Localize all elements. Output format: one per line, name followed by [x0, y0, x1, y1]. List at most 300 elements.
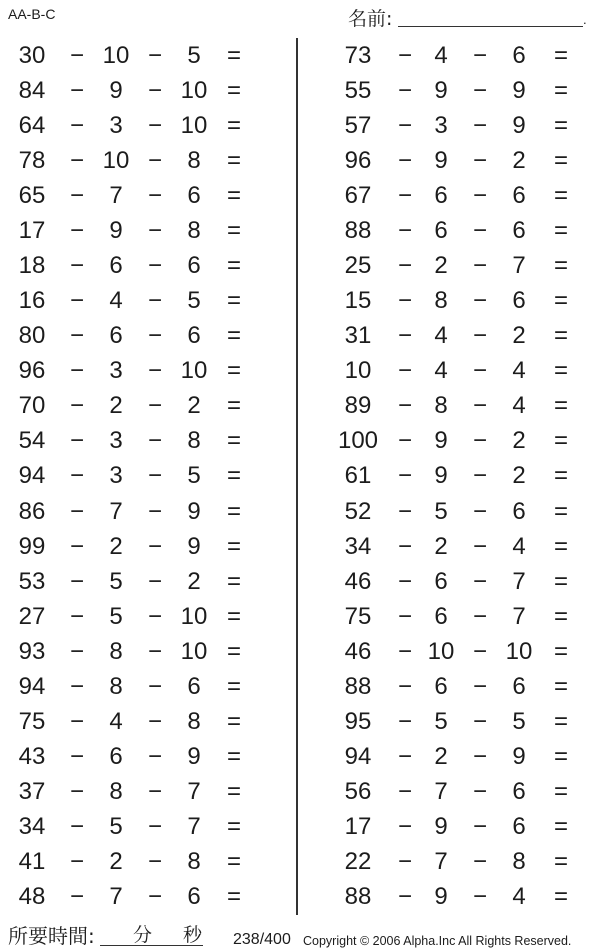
minus-sign: −	[472, 497, 487, 525]
second-number: 5	[109, 567, 123, 595]
equals-sign: =	[226, 427, 241, 455]
right-problem-row	[0, 634, 600, 669]
right-problem-row	[0, 143, 600, 178]
minus-sign: −	[147, 252, 162, 280]
second-number: 9	[109, 77, 123, 105]
second-number: 9	[434, 882, 448, 910]
first-number: 46	[344, 637, 372, 665]
second-number: 3	[109, 462, 123, 490]
third-number: 2	[512, 147, 526, 175]
minus-sign: −	[397, 147, 412, 175]
first-number: 86	[18, 497, 46, 525]
equals-sign: =	[553, 427, 568, 455]
second-number: 5	[434, 707, 448, 735]
name-label: 名前:	[348, 8, 393, 30]
minus-sign: −	[69, 742, 84, 770]
first-number: 30	[18, 42, 46, 69]
first-number: 37	[18, 777, 46, 805]
third-number: 8	[187, 147, 201, 175]
minus-sign: −	[472, 357, 487, 385]
minus-sign: −	[147, 742, 162, 770]
first-number: 18	[18, 252, 46, 280]
minus-sign: −	[472, 182, 487, 210]
minus-sign: −	[147, 532, 162, 560]
minus-sign: −	[397, 462, 412, 490]
second-number: 4	[434, 42, 448, 69]
second-number: 10	[102, 42, 130, 69]
equals-sign: =	[553, 462, 568, 490]
third-number: 5	[187, 42, 201, 69]
first-number: 75	[344, 602, 372, 630]
equals-sign: =	[553, 847, 568, 875]
first-number: 34	[344, 532, 372, 560]
name-line-end-mark: .	[583, 12, 587, 27]
first-number: 55	[344, 77, 372, 105]
right-problem-row	[0, 283, 600, 318]
minus-sign: −	[147, 462, 162, 490]
right-problem-row	[0, 529, 600, 564]
equals-sign: =	[553, 497, 568, 525]
second-number: 7	[109, 182, 123, 210]
name-blank-line	[398, 26, 583, 27]
equals-sign: =	[553, 707, 568, 735]
minus-sign: −	[69, 847, 84, 875]
second-number: 9	[434, 462, 448, 490]
equals-sign: =	[553, 322, 568, 350]
first-number: 57	[344, 112, 372, 140]
right-problem-row	[0, 213, 600, 248]
minus-sign: −	[472, 777, 487, 805]
minus-sign: −	[397, 252, 412, 280]
equals-sign: =	[553, 812, 568, 840]
first-number: 54	[18, 427, 46, 455]
copyright-notice: Copyright © 2006 Alpha.Inc All Rights Reserved.	[303, 934, 572, 948]
minus-sign: −	[472, 637, 487, 665]
second-number: 8	[434, 287, 448, 315]
minus-sign: −	[397, 497, 412, 525]
third-number: 6	[187, 882, 201, 910]
minus-sign: −	[69, 357, 84, 385]
second-number: 2	[109, 847, 123, 875]
second-number: 2	[434, 252, 448, 280]
minus-sign: −	[147, 217, 162, 245]
first-number: 10	[344, 357, 372, 385]
second-number: 6	[434, 182, 448, 210]
minus-sign: −	[397, 42, 412, 69]
third-number: 6	[512, 287, 526, 315]
second-number: 2	[434, 742, 448, 770]
minus-sign: −	[472, 252, 487, 280]
minus-sign: −	[69, 637, 84, 665]
equals-sign: =	[553, 147, 568, 175]
minus-sign: −	[397, 357, 412, 385]
equals-sign: =	[226, 392, 241, 420]
first-number: 94	[18, 462, 46, 490]
right-problem-row	[0, 108, 600, 143]
equals-sign: =	[226, 567, 241, 595]
equals-sign: =	[226, 532, 241, 560]
minus-sign: −	[147, 637, 162, 665]
third-number: 10	[505, 637, 533, 665]
first-number: 94	[344, 742, 372, 770]
third-number: 6	[512, 497, 526, 525]
second-number: 4	[109, 287, 123, 315]
minus-sign: −	[69, 532, 84, 560]
minus-sign: −	[397, 847, 412, 875]
first-number: 100	[337, 427, 379, 455]
equals-sign: =	[226, 287, 241, 315]
first-number: 73	[344, 42, 372, 69]
minus-sign: −	[147, 567, 162, 595]
third-number: 8	[187, 427, 201, 455]
equals-sign: =	[226, 812, 241, 840]
equals-sign: =	[226, 882, 241, 910]
minus-sign: −	[472, 812, 487, 840]
first-number: 48	[18, 882, 46, 910]
minus-sign: −	[472, 287, 487, 315]
first-number: 96	[344, 147, 372, 175]
equals-sign: =	[553, 672, 568, 700]
minus-sign: −	[472, 427, 487, 455]
right-problem-row	[0, 704, 600, 739]
minutes-unit-label: 分	[133, 924, 153, 946]
second-number: 8	[434, 392, 448, 420]
minus-sign: −	[472, 217, 487, 245]
second-number: 5	[109, 602, 123, 630]
first-number: 25	[344, 252, 372, 280]
third-number: 2	[512, 462, 526, 490]
third-number: 6	[512, 672, 526, 700]
minus-sign: −	[69, 112, 84, 140]
second-number: 9	[109, 217, 123, 245]
equals-sign: =	[226, 322, 241, 350]
right-problem-row	[0, 73, 600, 108]
second-number: 7	[109, 882, 123, 910]
second-number: 5	[434, 497, 448, 525]
minus-sign: −	[397, 217, 412, 245]
minus-sign: −	[397, 392, 412, 420]
equals-sign: =	[226, 497, 241, 525]
minus-sign: −	[397, 882, 412, 910]
minus-sign: −	[147, 707, 162, 735]
second-number: 7	[109, 497, 123, 525]
minus-sign: −	[472, 882, 487, 910]
equals-sign: =	[226, 707, 241, 735]
equals-sign: =	[226, 847, 241, 875]
first-number: 41	[18, 847, 46, 875]
minus-sign: −	[69, 147, 84, 175]
first-number: 88	[344, 672, 372, 700]
equals-sign: =	[553, 392, 568, 420]
third-number: 7	[512, 602, 526, 630]
first-number: 93	[18, 637, 46, 665]
second-number: 3	[109, 427, 123, 455]
equals-sign: =	[553, 112, 568, 140]
equals-sign: =	[226, 742, 241, 770]
minus-sign: −	[69, 322, 84, 350]
first-number: 46	[344, 567, 372, 595]
minus-sign: −	[397, 112, 412, 140]
first-number: 56	[344, 777, 372, 805]
first-number: 99	[18, 532, 46, 560]
second-number: 2	[109, 392, 123, 420]
minus-sign: −	[472, 42, 487, 69]
minus-sign: −	[397, 182, 412, 210]
minus-sign: −	[472, 847, 487, 875]
right-problem-column	[0, 38, 600, 915]
minus-sign: −	[472, 77, 487, 105]
first-number: 22	[344, 847, 372, 875]
first-number: 16	[18, 287, 46, 315]
third-number: 5	[187, 462, 201, 490]
minus-sign: −	[147, 147, 162, 175]
minus-sign: −	[472, 532, 487, 560]
minus-sign: −	[69, 42, 84, 69]
equals-sign: =	[553, 637, 568, 665]
second-number: 7	[434, 847, 448, 875]
minus-sign: −	[69, 672, 84, 700]
minus-sign: −	[147, 672, 162, 700]
minus-sign: −	[472, 322, 487, 350]
right-problem-row	[0, 774, 600, 809]
minus-sign: −	[147, 777, 162, 805]
third-number: 8	[512, 847, 526, 875]
minus-sign: −	[472, 742, 487, 770]
third-number: 8	[187, 847, 201, 875]
equals-sign: =	[226, 637, 241, 665]
third-number: 5	[512, 707, 526, 735]
minus-sign: −	[69, 567, 84, 595]
right-problem-row	[0, 38, 600, 73]
equals-sign: =	[226, 777, 241, 805]
third-number: 10	[180, 637, 208, 665]
right-problem-row	[0, 879, 600, 914]
equals-sign: =	[226, 462, 241, 490]
first-number: 94	[18, 672, 46, 700]
second-number: 6	[109, 742, 123, 770]
third-number: 2	[512, 427, 526, 455]
minus-sign: −	[397, 742, 412, 770]
right-problem-row	[0, 564, 600, 599]
minus-sign: −	[147, 182, 162, 210]
second-number: 4	[109, 707, 123, 735]
right-problem-row	[0, 353, 600, 388]
page-number: 238/400	[233, 931, 291, 948]
right-problem-row	[0, 458, 600, 493]
minus-sign: −	[69, 707, 84, 735]
second-number: 8	[109, 637, 123, 665]
minus-sign: −	[397, 77, 412, 105]
minus-sign: −	[397, 707, 412, 735]
minus-sign: −	[69, 252, 84, 280]
minus-sign: −	[472, 462, 487, 490]
third-number: 4	[512, 532, 526, 560]
first-number: 70	[18, 392, 46, 420]
first-number: 43	[18, 742, 46, 770]
minus-sign: −	[472, 392, 487, 420]
third-number: 6	[187, 672, 201, 700]
equals-sign: =	[226, 672, 241, 700]
first-number: 64	[18, 112, 46, 140]
equals-sign: =	[553, 252, 568, 280]
equals-sign: =	[226, 77, 241, 105]
minus-sign: −	[147, 427, 162, 455]
equals-sign: =	[226, 252, 241, 280]
second-number: 6	[109, 252, 123, 280]
minus-sign: −	[69, 497, 84, 525]
third-number: 9	[512, 742, 526, 770]
right-problem-row	[0, 388, 600, 423]
second-number: 6	[434, 217, 448, 245]
first-number: 17	[344, 812, 372, 840]
equals-sign: =	[553, 532, 568, 560]
minus-sign: −	[397, 777, 412, 805]
third-number: 9	[187, 742, 201, 770]
second-number: 6	[434, 672, 448, 700]
minus-sign: −	[397, 637, 412, 665]
second-number: 9	[434, 812, 448, 840]
equals-sign: =	[553, 217, 568, 245]
right-problem-row	[0, 248, 600, 283]
minus-sign: −	[147, 287, 162, 315]
minus-sign: −	[147, 812, 162, 840]
minus-sign: −	[147, 497, 162, 525]
time-required-label: 所要時間:	[8, 924, 95, 948]
minus-sign: −	[69, 882, 84, 910]
first-number: 61	[344, 462, 372, 490]
third-number: 2	[187, 392, 201, 420]
first-number: 15	[344, 287, 372, 315]
third-number: 9	[512, 77, 526, 105]
minus-sign: −	[147, 77, 162, 105]
minus-sign: −	[69, 182, 84, 210]
third-number: 6	[512, 777, 526, 805]
equals-sign: =	[226, 357, 241, 385]
equals-sign: =	[226, 217, 241, 245]
equals-sign: =	[553, 357, 568, 385]
minus-sign: −	[69, 812, 84, 840]
second-number: 3	[109, 112, 123, 140]
seconds-unit-label: 秒	[183, 924, 203, 946]
third-number: 6	[512, 217, 526, 245]
second-number: 8	[109, 777, 123, 805]
first-number: 31	[344, 322, 372, 350]
minus-sign: −	[147, 357, 162, 385]
minus-sign: −	[397, 532, 412, 560]
third-number: 2	[512, 322, 526, 350]
second-number: 6	[109, 322, 123, 350]
minus-sign: −	[472, 707, 487, 735]
third-number: 4	[512, 357, 526, 385]
right-problem-row	[0, 739, 600, 774]
third-number: 6	[187, 322, 201, 350]
right-problem-row	[0, 423, 600, 458]
first-number: 88	[344, 217, 372, 245]
second-number: 6	[434, 567, 448, 595]
second-number: 9	[434, 147, 448, 175]
third-number: 6	[512, 182, 526, 210]
third-number: 8	[187, 217, 201, 245]
equals-sign: =	[553, 77, 568, 105]
equals-sign: =	[226, 182, 241, 210]
third-number: 4	[512, 882, 526, 910]
minus-sign: −	[69, 427, 84, 455]
minus-sign: −	[397, 812, 412, 840]
first-number: 89	[344, 392, 372, 420]
third-number: 7	[512, 252, 526, 280]
equals-sign: =	[553, 742, 568, 770]
minus-sign: −	[147, 602, 162, 630]
second-number: 2	[109, 532, 123, 560]
minus-sign: −	[472, 567, 487, 595]
third-number: 6	[512, 42, 526, 69]
minus-sign: −	[69, 392, 84, 420]
right-problem-row	[0, 599, 600, 634]
right-problem-row	[0, 494, 600, 529]
third-number: 6	[512, 812, 526, 840]
equals-sign: =	[553, 287, 568, 315]
second-number: 8	[109, 672, 123, 700]
third-number: 7	[187, 812, 201, 840]
minus-sign: −	[69, 287, 84, 315]
third-number: 10	[180, 112, 208, 140]
third-number: 9	[187, 532, 201, 560]
minus-sign: −	[69, 777, 84, 805]
equals-sign: =	[226, 112, 241, 140]
first-number: 75	[18, 707, 46, 735]
minus-sign: −	[69, 602, 84, 630]
equals-sign: =	[553, 777, 568, 805]
second-number: 6	[434, 602, 448, 630]
worksheet-code: AA-B-C	[8, 6, 56, 22]
first-number: 88	[344, 882, 372, 910]
right-problem-row	[0, 844, 600, 879]
second-number: 2	[434, 532, 448, 560]
third-number: 4	[512, 392, 526, 420]
minus-sign: −	[472, 147, 487, 175]
minus-sign: −	[397, 322, 412, 350]
second-number: 9	[434, 77, 448, 105]
equals-sign: =	[553, 42, 568, 69]
minus-sign: −	[472, 112, 487, 140]
minus-sign: −	[147, 847, 162, 875]
right-problem-row	[0, 318, 600, 353]
second-number: 10	[102, 147, 130, 175]
minus-sign: −	[147, 112, 162, 140]
third-number: 9	[512, 112, 526, 140]
equals-sign: =	[553, 882, 568, 910]
right-problem-row	[0, 178, 600, 213]
right-problem-row	[0, 809, 600, 844]
third-number: 6	[187, 252, 201, 280]
first-number: 84	[18, 77, 46, 105]
second-number: 3	[434, 112, 448, 140]
minus-sign: −	[472, 602, 487, 630]
third-number: 10	[180, 77, 208, 105]
minus-sign: −	[147, 882, 162, 910]
third-number: 10	[180, 602, 208, 630]
minus-sign: −	[397, 567, 412, 595]
minus-sign: −	[69, 462, 84, 490]
first-number: 67	[344, 182, 372, 210]
first-number: 34	[18, 812, 46, 840]
third-number: 8	[187, 707, 201, 735]
second-number: 4	[434, 322, 448, 350]
minus-sign: −	[69, 217, 84, 245]
second-number: 3	[109, 357, 123, 385]
second-number: 7	[434, 777, 448, 805]
equals-sign: =	[226, 602, 241, 630]
